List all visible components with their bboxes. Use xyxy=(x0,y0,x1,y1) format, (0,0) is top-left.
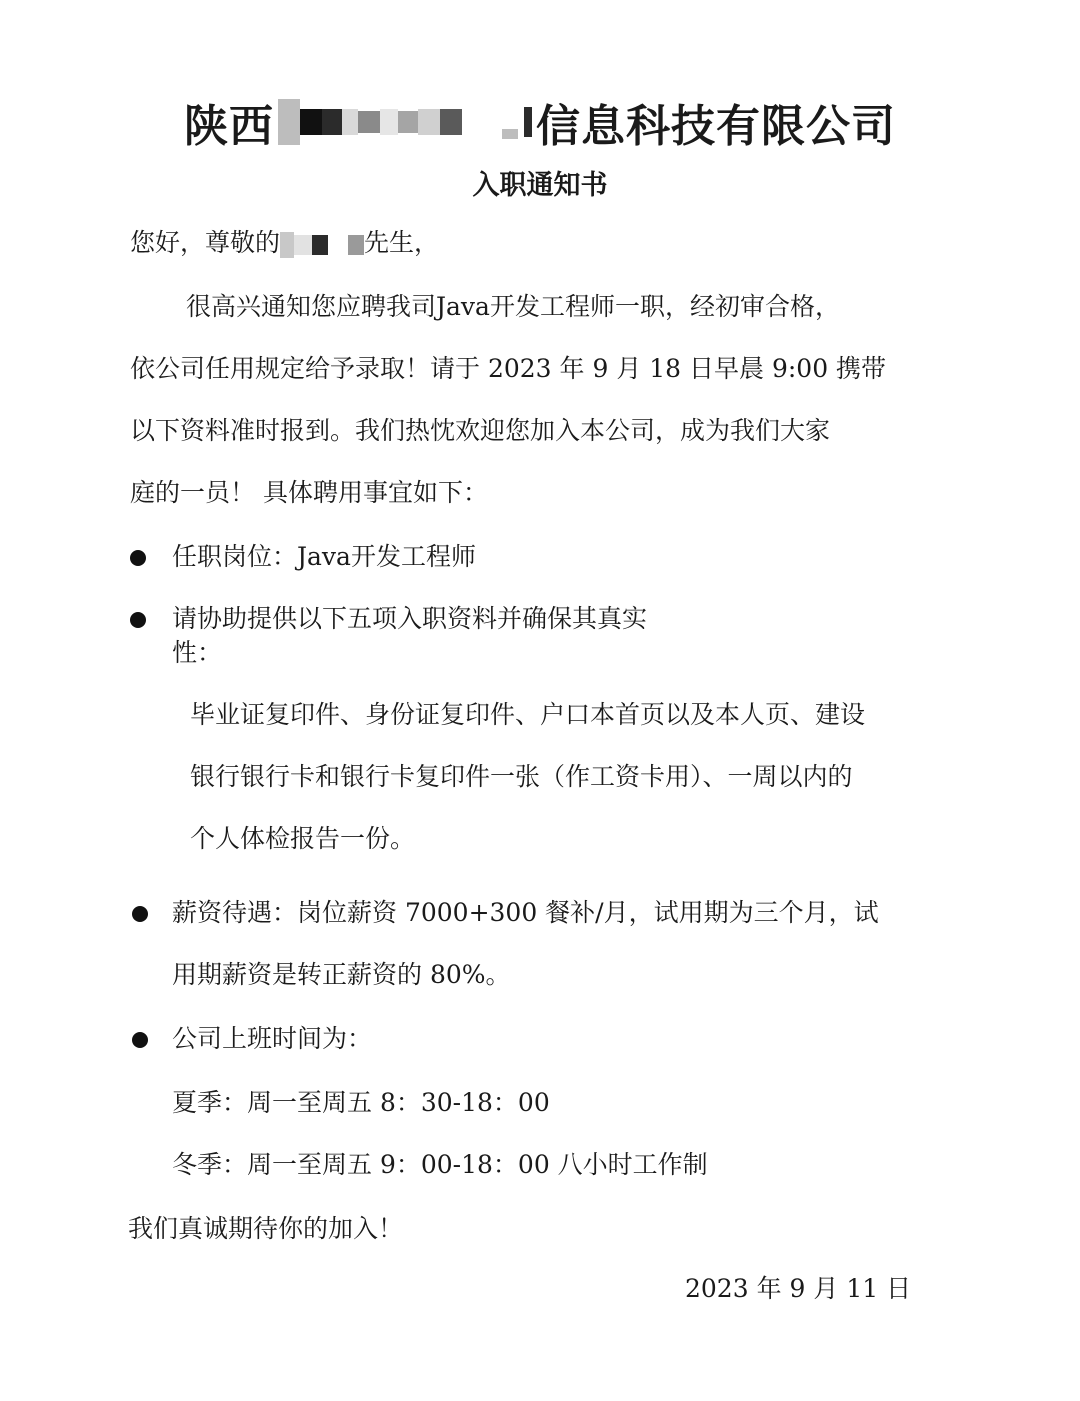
company-name xyxy=(0,90,1080,154)
bullet-icon xyxy=(132,906,148,922)
bullet-icon xyxy=(130,550,146,566)
paragraph-line-4: 庭的一员！ 具体聘用事宜如下： xyxy=(130,478,488,507)
company-name-redacted xyxy=(278,95,532,149)
documents-line-2: 银行银行卡和银行卡复印件一张（作工资卡用）、一周以内的 xyxy=(190,762,853,791)
letter-date: 2023 年 9 月 11 日 xyxy=(685,1274,912,1303)
bullet-position: 任职岗位：Java开发工程师 xyxy=(172,542,476,571)
bullet-icon xyxy=(132,1032,148,1048)
paragraph-line-1: 很高兴通知您应聘我司Java开发工程师一职，经初审合格， xyxy=(186,292,840,321)
recipient-name-redacted xyxy=(280,230,364,260)
documents-line-1: 毕业证复印件、身份证复印件、户口本首页以及本人页、建设 xyxy=(190,700,866,729)
bullet-documents-line-2: 性： xyxy=(172,638,223,667)
paragraph-line-3: 以下资料准时报到。我们热忱欢迎您加入本公司，成为我们大家 xyxy=(130,416,831,445)
salary-line-1: 薪资待遇：岗位薪资 7000+300 餐补/月，试用期为三个月，试 xyxy=(172,898,879,927)
greeting-suffix: 先生， xyxy=(364,228,440,257)
bullet-icon xyxy=(130,612,146,628)
bullet-documents-line-1: 请协助提供以下五项入职资料并确保其真实 xyxy=(172,604,648,633)
greeting xyxy=(130,226,439,260)
document-title: 入职通知书 xyxy=(472,170,608,201)
greeting-prefix: 您好，尊敬的 xyxy=(130,228,281,257)
documents-line-3: 个人体检报告一份。 xyxy=(190,824,416,853)
hours-title: 公司上班时间为： xyxy=(172,1024,373,1053)
salary-line-2: 用期薪资是转正薪资的 80%。 xyxy=(172,960,511,989)
winter-hours: 冬季：周一至周五 9：00-18：00 八小时工作制 xyxy=(172,1150,708,1179)
company-name-prefix: 陕西 xyxy=(184,101,274,152)
summer-hours: 夏季：周一至周五 8：30-18：00 xyxy=(172,1088,550,1117)
company-name-suffix: 信息科技有限公司 xyxy=(536,101,896,152)
closing-line: 我们真诚期待你的加入！ xyxy=(128,1214,404,1243)
paragraph-line-2: 依公司任用规定给予录取！请于 2023 年 9 月 18 日早晨 9:00 携带 xyxy=(130,354,887,383)
